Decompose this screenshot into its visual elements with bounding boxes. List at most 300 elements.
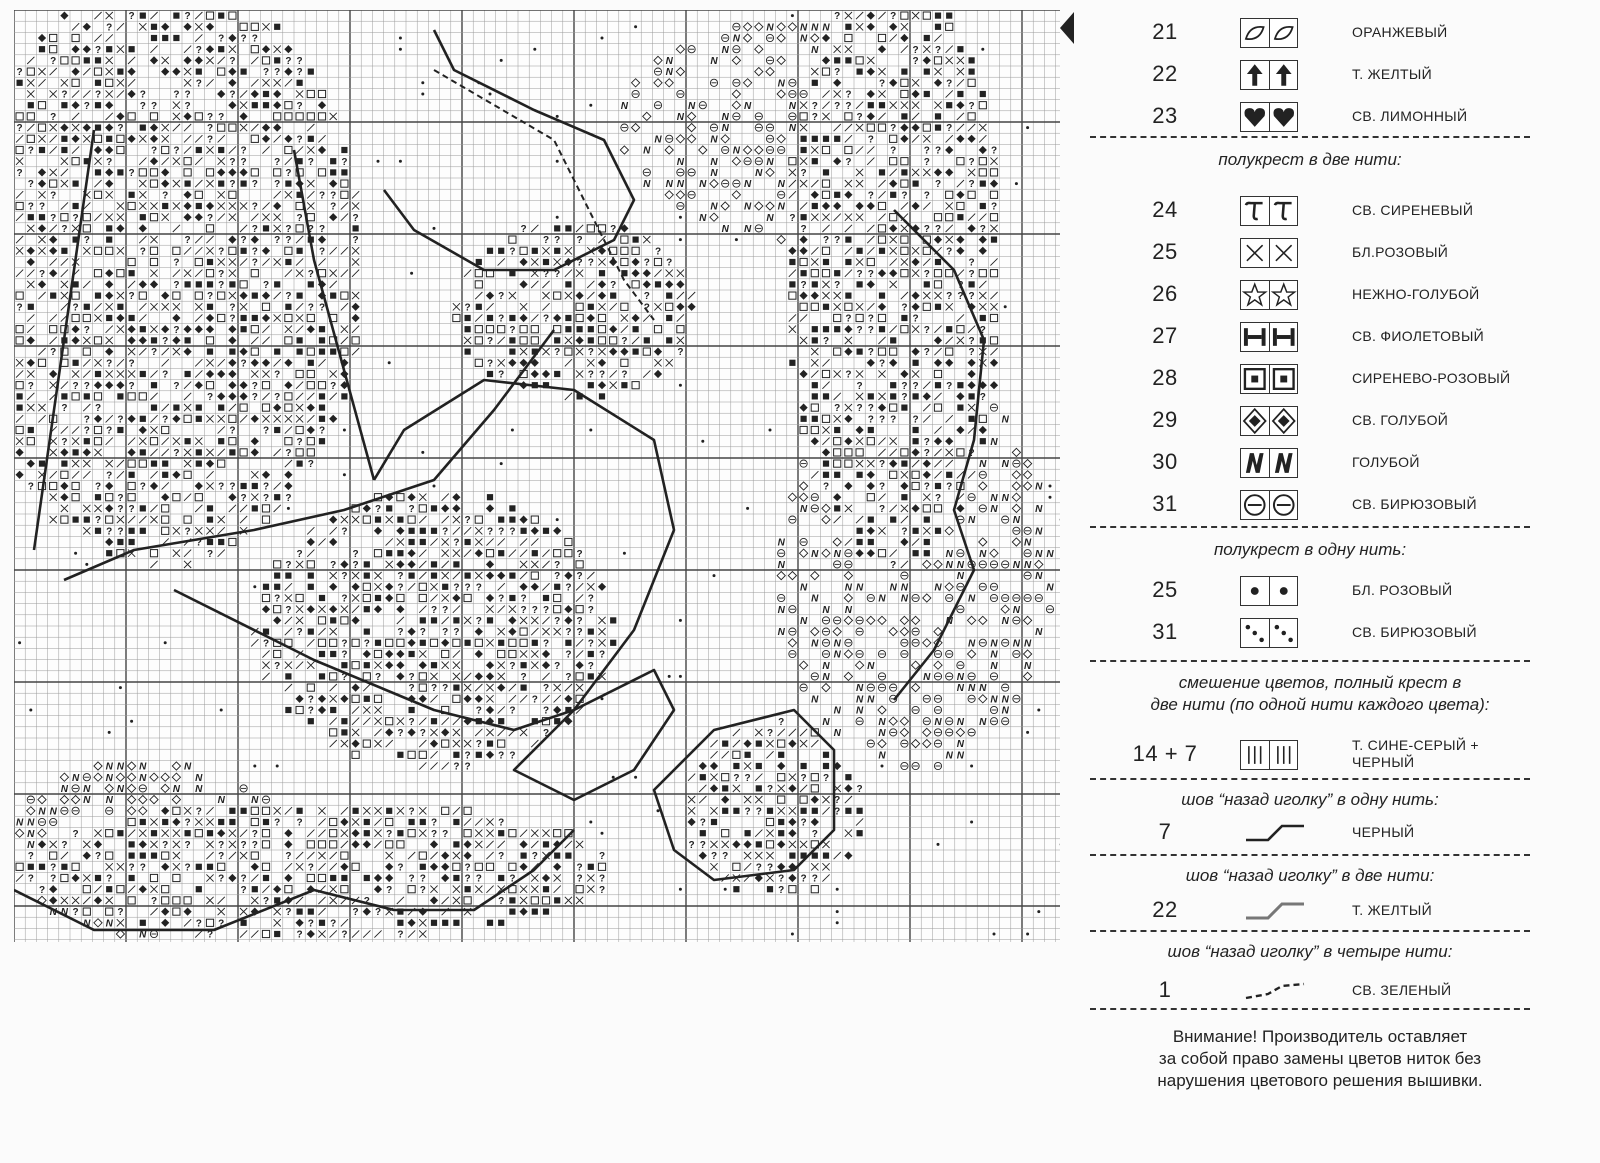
legend-row bbox=[1090, 444, 1530, 480]
svg-text:N: N bbox=[766, 22, 774, 34]
svg-text:?: ? bbox=[923, 347, 930, 359]
svg-text:N: N bbox=[676, 179, 685, 191]
svg-text:?: ? bbox=[946, 481, 953, 493]
svg-text:?: ? bbox=[923, 481, 930, 493]
color-name: ЧЕРНЫЙ bbox=[1352, 754, 1415, 770]
svg-text:?: ? bbox=[722, 851, 729, 863]
svg-text:N: N bbox=[710, 134, 718, 146]
svg-text:N: N bbox=[777, 201, 785, 213]
svg-text:N: N bbox=[990, 638, 998, 650]
svg-text:?: ? bbox=[184, 526, 191, 538]
svg-text:?: ? bbox=[251, 246, 258, 258]
svg-text:?: ? bbox=[542, 268, 550, 280]
svg-text:?: ? bbox=[688, 840, 695, 851]
svg-text:?: ? bbox=[509, 873, 516, 885]
svg-text:?: ? bbox=[352, 548, 359, 560]
svg-text:N: N bbox=[139, 929, 147, 941]
svg-text:N: N bbox=[721, 44, 729, 56]
color-number: 1 bbox=[1158, 977, 1172, 1002]
color-name: СВ. ЛИМОННЫЙ bbox=[1352, 108, 1468, 124]
svg-text:?: ? bbox=[374, 907, 382, 919]
svg-text:?: ? bbox=[912, 313, 919, 325]
svg-text:N: N bbox=[822, 604, 830, 616]
svg-text:?: ? bbox=[968, 257, 975, 269]
svg-text:N: N bbox=[878, 716, 886, 728]
svg-text:?: ? bbox=[498, 896, 505, 907]
svg-text:?: ? bbox=[206, 134, 214, 146]
svg-text:?: ? bbox=[61, 436, 68, 448]
svg-text:?: ? bbox=[554, 571, 561, 583]
svg-text:?: ? bbox=[934, 492, 942, 504]
color-number: 29 bbox=[1152, 407, 1178, 432]
svg-text:?: ? bbox=[251, 828, 258, 840]
svg-text:N: N bbox=[195, 784, 203, 795]
svg-text:N: N bbox=[1012, 560, 1021, 571]
blend-heading-line1: смешение цветов, полный крест в bbox=[1178, 673, 1462, 692]
svg-text:?: ? bbox=[296, 100, 303, 112]
svg-text:?: ? bbox=[442, 828, 449, 840]
svg-text:?: ? bbox=[878, 358, 886, 370]
svg-text:?: ? bbox=[139, 89, 146, 101]
svg-text:?: ? bbox=[229, 89, 236, 101]
svg-text:?: ? bbox=[341, 638, 348, 650]
svg-text:?: ? bbox=[923, 224, 930, 235]
svg-text:?: ? bbox=[285, 851, 292, 863]
color-number: 31 bbox=[1152, 491, 1178, 516]
svg-text:?: ? bbox=[912, 56, 919, 67]
svg-text:N: N bbox=[755, 168, 763, 179]
svg-text:?: ? bbox=[834, 806, 841, 818]
svg-text:?: ? bbox=[834, 11, 841, 23]
svg-text:?: ? bbox=[946, 246, 953, 258]
color-number: 22 bbox=[1152, 61, 1178, 86]
svg-text:?: ? bbox=[318, 190, 326, 202]
color-number: 21 bbox=[1152, 19, 1178, 44]
svg-text:?: ? bbox=[27, 481, 34, 493]
svg-text:?: ? bbox=[139, 481, 146, 493]
svg-text:?: ? bbox=[834, 100, 841, 112]
svg-text:?: ? bbox=[195, 918, 202, 930]
svg-text:?: ? bbox=[307, 705, 314, 717]
svg-text:N: N bbox=[990, 436, 998, 448]
svg-text:N: N bbox=[967, 593, 976, 605]
svg-text:?: ? bbox=[218, 918, 225, 930]
svg-text:?: ? bbox=[206, 548, 214, 560]
svg-text:?: ? bbox=[285, 291, 292, 303]
svg-text:?: ? bbox=[318, 224, 326, 235]
svg-text:?: ? bbox=[94, 481, 102, 493]
svg-text:N: N bbox=[788, 123, 797, 135]
svg-text:N: N bbox=[811, 22, 819, 34]
svg-text:N: N bbox=[676, 112, 685, 123]
legend-row bbox=[1090, 814, 1530, 850]
svg-text:?: ? bbox=[341, 649, 348, 661]
color-name: СВ. БИРЮЗОВЫЙ bbox=[1352, 624, 1477, 640]
n-symbol-icon bbox=[1240, 448, 1298, 478]
svg-text:?: ? bbox=[307, 156, 314, 168]
color-number: 23 bbox=[1152, 103, 1178, 128]
svg-text:N: N bbox=[822, 716, 830, 728]
svg-text:?: ? bbox=[106, 22, 113, 34]
svg-text:?: ? bbox=[106, 156, 113, 168]
svg-text:N: N bbox=[743, 179, 752, 191]
color-number: 25 bbox=[1152, 239, 1178, 264]
svg-text:?: ? bbox=[475, 739, 482, 751]
svg-text:N: N bbox=[1012, 604, 1021, 616]
svg-text:?: ? bbox=[83, 414, 90, 426]
svg-text:N: N bbox=[217, 795, 225, 807]
svg-text:N: N bbox=[990, 649, 998, 661]
backstitch-black-line-icon bbox=[1240, 818, 1310, 846]
svg-text:?: ? bbox=[923, 448, 930, 459]
svg-text:?: ? bbox=[274, 817, 281, 829]
svg-text:?: ? bbox=[486, 336, 494, 347]
svg-text:?: ? bbox=[822, 772, 830, 784]
svg-text:N: N bbox=[1035, 526, 1043, 538]
color-number: 25 bbox=[1152, 577, 1178, 602]
three-dots-symbol-icon bbox=[1240, 618, 1298, 648]
svg-text:?: ? bbox=[184, 235, 191, 247]
leaf-eye-symbol-icon bbox=[1240, 18, 1298, 48]
svg-text:?: ? bbox=[968, 179, 975, 191]
svg-text:?: ? bbox=[374, 672, 382, 683]
svg-text:?: ? bbox=[72, 212, 79, 224]
color-name: БЛ. РОЗОВЫЙ bbox=[1352, 582, 1453, 598]
svg-text:?: ? bbox=[274, 392, 281, 403]
svg-text:?: ? bbox=[464, 761, 471, 773]
svg-text:?: ? bbox=[307, 224, 314, 235]
svg-text:N: N bbox=[923, 672, 931, 683]
svg-text:?: ? bbox=[923, 145, 930, 157]
tau-symbol-icon bbox=[1240, 196, 1298, 226]
svg-text:?: ? bbox=[173, 324, 180, 336]
svg-text:?: ? bbox=[912, 44, 919, 56]
svg-text:?: ? bbox=[27, 851, 34, 863]
svg-text:?: ? bbox=[890, 123, 897, 135]
svg-text:?: ? bbox=[117, 123, 124, 135]
svg-text:N: N bbox=[934, 716, 942, 728]
square-dot-symbol-icon bbox=[1240, 364, 1298, 394]
svg-text:N: N bbox=[833, 705, 841, 717]
svg-text:?: ? bbox=[117, 907, 124, 919]
legend-row bbox=[1090, 192, 1530, 228]
svg-text:?: ? bbox=[576, 862, 583, 874]
svg-text:?: ? bbox=[251, 224, 258, 235]
svg-text:?: ? bbox=[229, 156, 236, 168]
svg-text:?: ? bbox=[923, 156, 930, 168]
svg-text:N: N bbox=[643, 145, 651, 157]
svg-text:N: N bbox=[1001, 492, 1009, 504]
svg-text:?: ? bbox=[408, 683, 415, 695]
svg-text:?: ? bbox=[206, 112, 214, 123]
svg-text:N: N bbox=[799, 582, 808, 594]
svg-text:N: N bbox=[620, 100, 629, 112]
color-number: 24 bbox=[1152, 197, 1178, 222]
svg-text:?: ? bbox=[150, 896, 158, 907]
svg-text:?: ? bbox=[27, 380, 34, 392]
svg-text:?: ? bbox=[184, 817, 191, 829]
svg-text:?: ? bbox=[867, 403, 874, 415]
svg-text:?: ? bbox=[162, 190, 169, 202]
svg-text:?: ? bbox=[128, 11, 135, 23]
svg-text:?: ? bbox=[262, 638, 270, 650]
svg-text:N: N bbox=[1023, 537, 1032, 549]
svg-text:?: ? bbox=[274, 369, 281, 381]
backstitch-yellow-line-icon bbox=[1240, 896, 1310, 924]
svg-text:?: ? bbox=[128, 504, 135, 515]
color-name: ГОЛУБОЙ bbox=[1352, 454, 1420, 470]
svg-text:?: ? bbox=[845, 156, 852, 168]
svg-text:?: ? bbox=[27, 145, 34, 157]
svg-text:N: N bbox=[139, 772, 147, 784]
svg-text:?: ? bbox=[251, 201, 258, 213]
svg-text:?: ? bbox=[621, 336, 628, 347]
svg-text:?: ? bbox=[352, 235, 359, 247]
svg-text:?: ? bbox=[867, 414, 874, 426]
note-line3: нарушения цветового решения вышивки. bbox=[1157, 1071, 1483, 1090]
svg-text:?: ? bbox=[531, 851, 538, 863]
legend-row bbox=[1090, 486, 1530, 522]
svg-text:N: N bbox=[956, 750, 965, 762]
svg-text:?: ? bbox=[117, 504, 124, 515]
svg-text:N: N bbox=[732, 33, 741, 45]
svg-text:?: ? bbox=[923, 324, 930, 336]
x-symbol-icon bbox=[1240, 238, 1298, 268]
svg-text:?: ? bbox=[262, 425, 270, 437]
svg-text:?: ? bbox=[912, 380, 919, 392]
svg-text:?: ? bbox=[184, 840, 191, 851]
svg-text:N: N bbox=[967, 683, 976, 695]
svg-text:?: ? bbox=[699, 840, 706, 851]
svg-text:?: ? bbox=[274, 67, 281, 79]
svg-text:?: ? bbox=[296, 627, 303, 639]
svg-text:?: ? bbox=[542, 728, 550, 739]
svg-text:?: ? bbox=[173, 89, 180, 101]
svg-text:?: ? bbox=[229, 313, 236, 325]
svg-text:N: N bbox=[844, 604, 853, 616]
svg-text:N: N bbox=[60, 907, 69, 919]
svg-text:?: ? bbox=[206, 392, 214, 403]
svg-text:?: ? bbox=[598, 851, 606, 863]
color-name: БЛ.РОЗОВЫЙ bbox=[1352, 244, 1449, 260]
svg-text:N: N bbox=[777, 560, 785, 571]
svg-text:?: ? bbox=[106, 526, 113, 538]
svg-text:?: ? bbox=[509, 526, 516, 538]
svg-text:?: ? bbox=[464, 515, 471, 527]
svg-text:N: N bbox=[945, 560, 953, 571]
svg-text:?: ? bbox=[979, 324, 986, 336]
svg-text:?: ? bbox=[990, 201, 998, 213]
svg-text:?: ? bbox=[610, 280, 617, 291]
svg-text:?: ? bbox=[240, 33, 247, 45]
svg-text:?: ? bbox=[789, 212, 796, 224]
svg-text:?: ? bbox=[744, 772, 751, 784]
svg-text:N: N bbox=[777, 537, 785, 549]
svg-text:?: ? bbox=[50, 212, 57, 224]
svg-text:?: ? bbox=[878, 504, 886, 515]
svg-text:?: ? bbox=[867, 268, 874, 280]
svg-text:?: ? bbox=[128, 380, 135, 392]
legend-row bbox=[1090, 972, 1530, 1008]
svg-text:?: ? bbox=[778, 884, 785, 896]
legend-row bbox=[1090, 614, 1530, 650]
legend-row bbox=[1090, 14, 1530, 50]
svg-text:?: ? bbox=[834, 235, 841, 247]
svg-text:?: ? bbox=[531, 694, 538, 706]
svg-text:N: N bbox=[990, 660, 998, 672]
svg-text:?: ? bbox=[509, 705, 516, 717]
svg-text:?: ? bbox=[800, 168, 807, 179]
svg-text:N: N bbox=[867, 660, 875, 672]
svg-text:?: ? bbox=[330, 918, 337, 930]
svg-text:?: ? bbox=[162, 840, 169, 851]
color-name: СВ. БИРЮЗОВЫЙ bbox=[1352, 496, 1477, 512]
svg-text:N: N bbox=[855, 705, 864, 717]
svg-text:N: N bbox=[172, 784, 181, 795]
section-divider bbox=[1090, 136, 1530, 138]
svg-text:?: ? bbox=[430, 683, 438, 695]
svg-text:N: N bbox=[1001, 459, 1009, 471]
svg-text:?: ? bbox=[554, 347, 561, 359]
backstitch-four-heading: шов “назад иголку” в четыре нити: bbox=[1167, 942, 1453, 961]
svg-text:N: N bbox=[105, 761, 113, 773]
svg-text:?: ? bbox=[61, 840, 68, 851]
svg-text:?: ? bbox=[587, 347, 594, 359]
svg-text:?: ? bbox=[38, 884, 46, 896]
svg-text:?: ? bbox=[106, 425, 113, 437]
svg-text:N: N bbox=[979, 716, 987, 728]
svg-text:?: ? bbox=[72, 380, 79, 392]
svg-text:?: ? bbox=[240, 873, 247, 885]
svg-text:?: ? bbox=[296, 548, 303, 560]
svg-text:?: ? bbox=[352, 560, 359, 571]
svg-text:?: ? bbox=[800, 280, 807, 291]
svg-text:?: ? bbox=[442, 604, 449, 616]
svg-text:?: ? bbox=[800, 224, 807, 235]
svg-text:?: ? bbox=[744, 806, 751, 818]
svg-text:?: ? bbox=[173, 448, 180, 459]
svg-text:N: N bbox=[1035, 571, 1043, 583]
svg-text:N: N bbox=[833, 728, 841, 739]
svg-text:N: N bbox=[799, 504, 808, 515]
svg-text:?: ? bbox=[475, 616, 482, 627]
svg-text:?: ? bbox=[486, 358, 494, 370]
svg-text:?: ? bbox=[162, 414, 169, 426]
svg-text:N: N bbox=[743, 100, 752, 112]
svg-text:?: ? bbox=[968, 100, 975, 112]
svg-text:?: ? bbox=[419, 728, 426, 739]
svg-text:?: ? bbox=[72, 907, 79, 919]
svg-text:?: ? bbox=[162, 336, 169, 347]
svg-text:?: ? bbox=[845, 313, 852, 325]
svg-text:?: ? bbox=[542, 705, 550, 717]
svg-text:?: ? bbox=[587, 660, 594, 672]
svg-text:?: ? bbox=[968, 448, 975, 459]
svg-text:?: ? bbox=[587, 257, 594, 269]
svg-text:?: ? bbox=[330, 190, 337, 202]
svg-text:?: ? bbox=[285, 448, 292, 459]
section-divider bbox=[1090, 526, 1530, 528]
svg-text:?: ? bbox=[106, 873, 113, 885]
svg-text:?: ? bbox=[218, 481, 225, 493]
svg-text:?: ? bbox=[643, 257, 650, 269]
svg-text:?: ? bbox=[856, 403, 863, 415]
svg-text:N: N bbox=[833, 548, 841, 560]
svg-text:?: ? bbox=[352, 212, 359, 224]
svg-text:?: ? bbox=[430, 828, 438, 840]
svg-text:?: ? bbox=[38, 201, 46, 213]
svg-text:?: ? bbox=[83, 235, 90, 247]
color-number: 26 bbox=[1152, 281, 1178, 306]
svg-text:N: N bbox=[844, 582, 853, 594]
svg-text:?: ? bbox=[867, 134, 874, 146]
svg-text:?: ? bbox=[923, 268, 930, 280]
svg-text:?: ? bbox=[173, 280, 180, 291]
svg-text:?: ? bbox=[666, 257, 673, 269]
svg-text:?: ? bbox=[643, 291, 650, 303]
svg-text:?: ? bbox=[218, 851, 225, 863]
svg-text:?: ? bbox=[307, 862, 314, 874]
svg-text:?: ? bbox=[274, 156, 281, 168]
svg-text:?: ? bbox=[699, 817, 706, 829]
legend-row bbox=[1090, 98, 1530, 134]
svg-text:?: ? bbox=[867, 313, 874, 325]
svg-text:N: N bbox=[956, 571, 965, 583]
svg-text:?: ? bbox=[475, 873, 482, 885]
svg-text:N: N bbox=[1035, 548, 1043, 560]
svg-text:N: N bbox=[699, 212, 707, 224]
svg-text:N: N bbox=[71, 772, 80, 784]
svg-text:?: ? bbox=[565, 649, 572, 661]
h-bar-symbol-icon bbox=[1240, 322, 1298, 352]
svg-text:?: ? bbox=[251, 33, 258, 45]
svg-text:?: ? bbox=[946, 380, 953, 392]
color-number: 27 bbox=[1152, 323, 1178, 348]
color-number: 7 bbox=[1158, 819, 1172, 844]
svg-text:N: N bbox=[967, 515, 976, 527]
svg-text:?: ? bbox=[296, 67, 303, 79]
svg-text:?: ? bbox=[576, 235, 583, 247]
svg-text:N: N bbox=[855, 582, 864, 594]
svg-text:?: ? bbox=[363, 638, 370, 650]
svg-text:?: ? bbox=[307, 694, 314, 706]
svg-text:?: ? bbox=[408, 806, 415, 818]
svg-text:?: ? bbox=[50, 873, 57, 885]
svg-text:?: ? bbox=[16, 302, 23, 314]
note-line1: Внимание! Производитель оставляет bbox=[1172, 1027, 1468, 1046]
dot-symbol-icon bbox=[1240, 576, 1298, 606]
svg-text:?: ? bbox=[464, 302, 471, 314]
svg-text:?: ? bbox=[262, 492, 270, 504]
svg-text:N: N bbox=[811, 593, 819, 605]
svg-text:?: ? bbox=[307, 459, 314, 471]
svg-text:N: N bbox=[710, 168, 718, 179]
chart-center-arrow-icon bbox=[1060, 12, 1074, 44]
svg-text:N: N bbox=[811, 44, 819, 56]
svg-text:?: ? bbox=[542, 604, 550, 616]
svg-text:?: ? bbox=[229, 481, 236, 493]
svg-text:N: N bbox=[116, 761, 125, 773]
legend-row bbox=[1090, 56, 1530, 92]
svg-text:?: ? bbox=[206, 929, 214, 941]
svg-text:?: ? bbox=[296, 212, 303, 224]
color-name: ОРАНЖЕВЫЙ bbox=[1352, 24, 1448, 40]
svg-text:?: ? bbox=[957, 291, 964, 303]
color-number: 28 bbox=[1152, 365, 1178, 390]
svg-text:?: ? bbox=[822, 235, 830, 247]
svg-text:?: ? bbox=[184, 862, 191, 874]
svg-text:?: ? bbox=[262, 896, 270, 907]
